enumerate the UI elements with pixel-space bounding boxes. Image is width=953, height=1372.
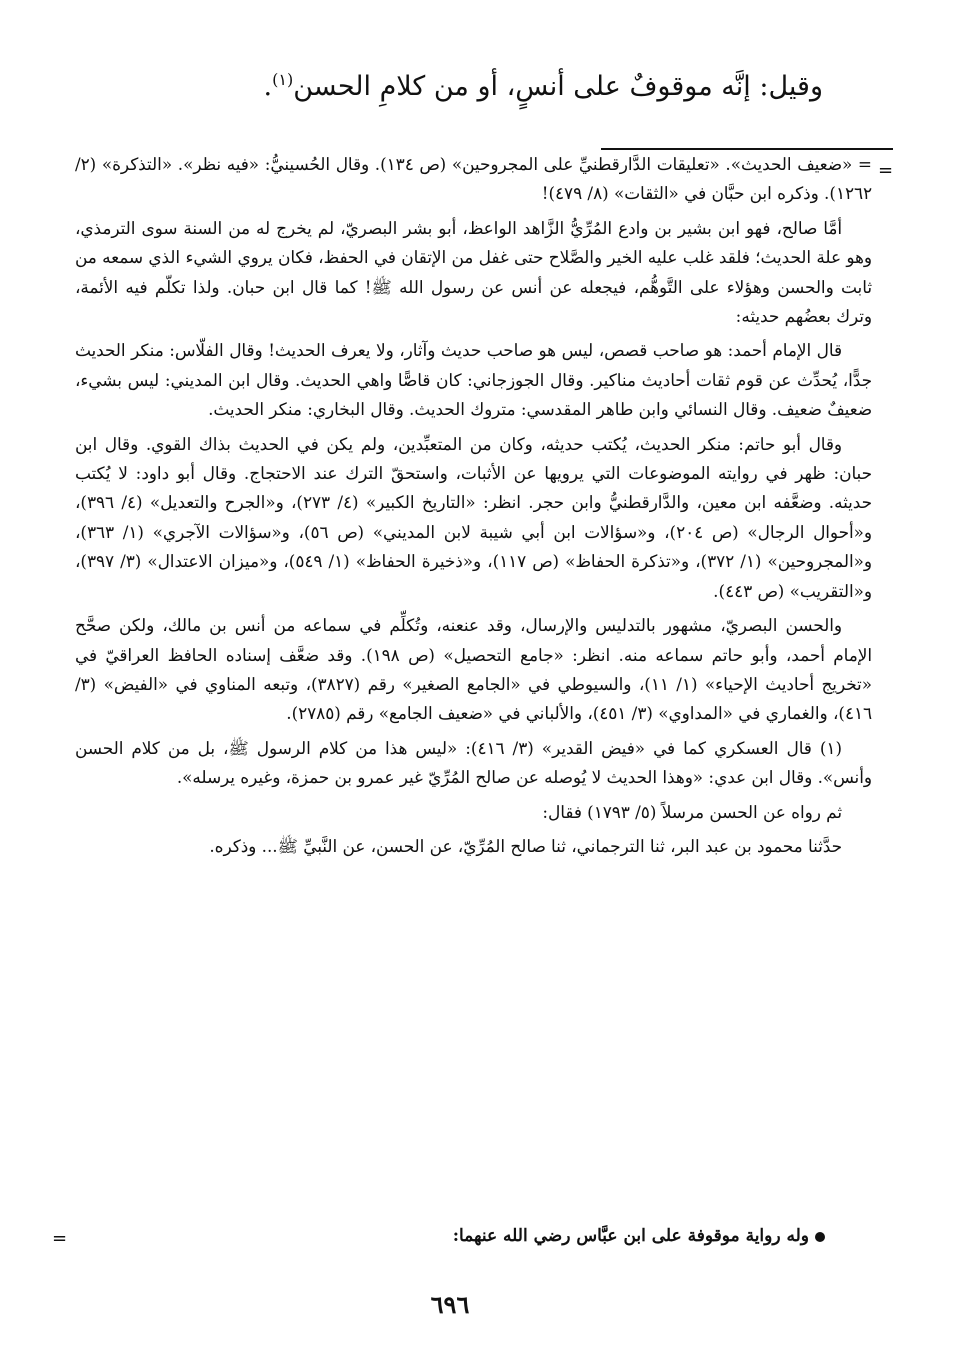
main-text-line <box>264 70 823 102</box>
page-number: ٦٩٦ <box>430 1290 470 1319</box>
main-trailing-dot: . <box>263 71 273 102</box>
note-paragraph: ثم رواه عن الحسن مرسلاً (٥/ ١٧٩٣) فقال: <box>542 801 842 822</box>
footnote-one: (١) قال العسكري كما في «فيض القدير» (٣/ ٤١٦): «ليس هذا من كلام الرسول ﷺ، بل من كلام الحسن وأنس». وقال ابن عدي: «وهذا الحديث لا يُوصله عن صالح المُرِّيّ غير عمرو بن حمزة، وغيره يرسله». <box>75 737 872 788</box>
bullet-dot-icon <box>815 1232 825 1242</box>
bullet-text: وله رواية موقوفة على ابن عبَّاس رضي الله عنهما: <box>452 1226 809 1246</box>
note-paragraph: قال الإمام أحمد: هو صاحب قصص، ليس هو صاحب حديث وآثار، ولا يعرف الحديث! وقال الفلّاس: منكر الحديث جدًّا، يُحدِّث عن قوم ثقات أحاديث مناكير. وقال الجوزجاني: كان قاصًّا واهي الحديث. وقال ابن المديني: ليس بشيء، ضعيفٌ ضعيف. وقال النسائي وابن طاهر المقدسي: متروك الحديث. وقال البخاري: منكر الحديث. <box>75 340 872 420</box>
margin-continuation-mark-top: = <box>878 160 894 181</box>
footnotes-block <box>75 150 872 866</box>
main-text: وقيل: إنَّه موقوفٌ على أنسٍ، أو من كلامِ الحسن <box>293 71 823 102</box>
note-paragraph: حدَّثنا محمود بن عبد البر، ثنا الترجماني، ثنا صالح المُرِّيّ، عن الحسن، عن النَّبيِّ ﷺ... وذكره. <box>209 835 842 856</box>
note-paragraph: وقال أبو حاتم: منكر الحديث، يُكتب حديثه، وكان من المتعبِّدين، ولم يكن في الحديث بذاك القوي. وقال ابن حبان: ظهر في روايته الموضوعات التي يرويها عن الأثبات، واستحقّ الترك عند الاحتجاج. وقال أبو داود: لا يُكتب حديثه. وضعَّفه ابن معين، والدَّارقطنيُّ وابن حجر. انظر: «التاريخ الكبير» (٤/ ٢٧٣)، و«الجرح والتعديل» (٤/ ٣٩٦)، و«أحوال الرجال» (ص ٢٠٤)، و«سؤالات ابن أبي شيبة لابن المديني» (ص ٥٦)، و«سؤالات الآجري» (١/ ٣٦٣)، و«المجروحين» (١/ ٣٧٢)، و«تذكرة الحفاظ» (ص ١١٧)، و«ذخيرة الحفاظ» (١/ ٥٤٩)، و«ميزان الاعتدال» (٣/ ٣٩٧)، و«التقريب» (ص ٤٤٣). <box>75 433 872 601</box>
note-paragraph: أمَّا صالح، فهو ابن بشير بن وادع المُرِّيُّ الزَّاهد الواعظ، أبو بشر البصريّ، لم يخرج له من السنة سوى الترمذي، وهو علة الحديث؛ فلقد غلب عليه الخير والصَّلاح حتى غفل من الإتقان في الحفظ، فكان يروي الشيء الذي سمعه من ثابت والحسن وهؤلاء على التَّوهُّم، فيجعله عن أنس عن رسول الله ﷺ! كما قال ابن حبان. ولذا تكلّم فيه الأئمة، وترك بعضُهم حديثه: <box>75 217 872 327</box>
margin-continuation-mark-bottom: = <box>52 1228 68 1249</box>
note-paragraph: والحسن البصريّ، مشهور بالتدليس والإرسال، وقد عنعنه، وتُكلِّم في سماعه من أنس بن مالك، ولكن صحَّح الإمام أحمد، وأبو حاتم سماعه منه. انظر: «جامع التحصيل» (ص ١٩٨). وقد ضعَّف إسناده الحافظ العراقيّ في «تخريج أحاديث الإحياء» (١/ ١١)، والسيوطي في «الجامع الصغير» رقم (٣٨٢٧)، وتبعه المناوي في «الفيض» (٣/ ٤١٦)، والغماري في «المداوي» (٣/ ٤٥١)، والألباني في «ضعيف الجامع» رقم (٢٧٨٥). <box>75 615 872 724</box>
note-paragraph: = «ضعيف الحديث». «تعليقات الدَّارقطنيِّ على المجروحين» (ص ١٣٤). وقال الحُسينيُّ: «فيه نظر». «التذكرة» (٢/ ١٢٦٢). وذكره ابن حبَّان في «الثقات» (٨/ ٤٧٩)! <box>75 154 872 204</box>
bullet-item <box>453 1226 825 1246</box>
footnote-marker: (١) <box>272 70 294 89</box>
